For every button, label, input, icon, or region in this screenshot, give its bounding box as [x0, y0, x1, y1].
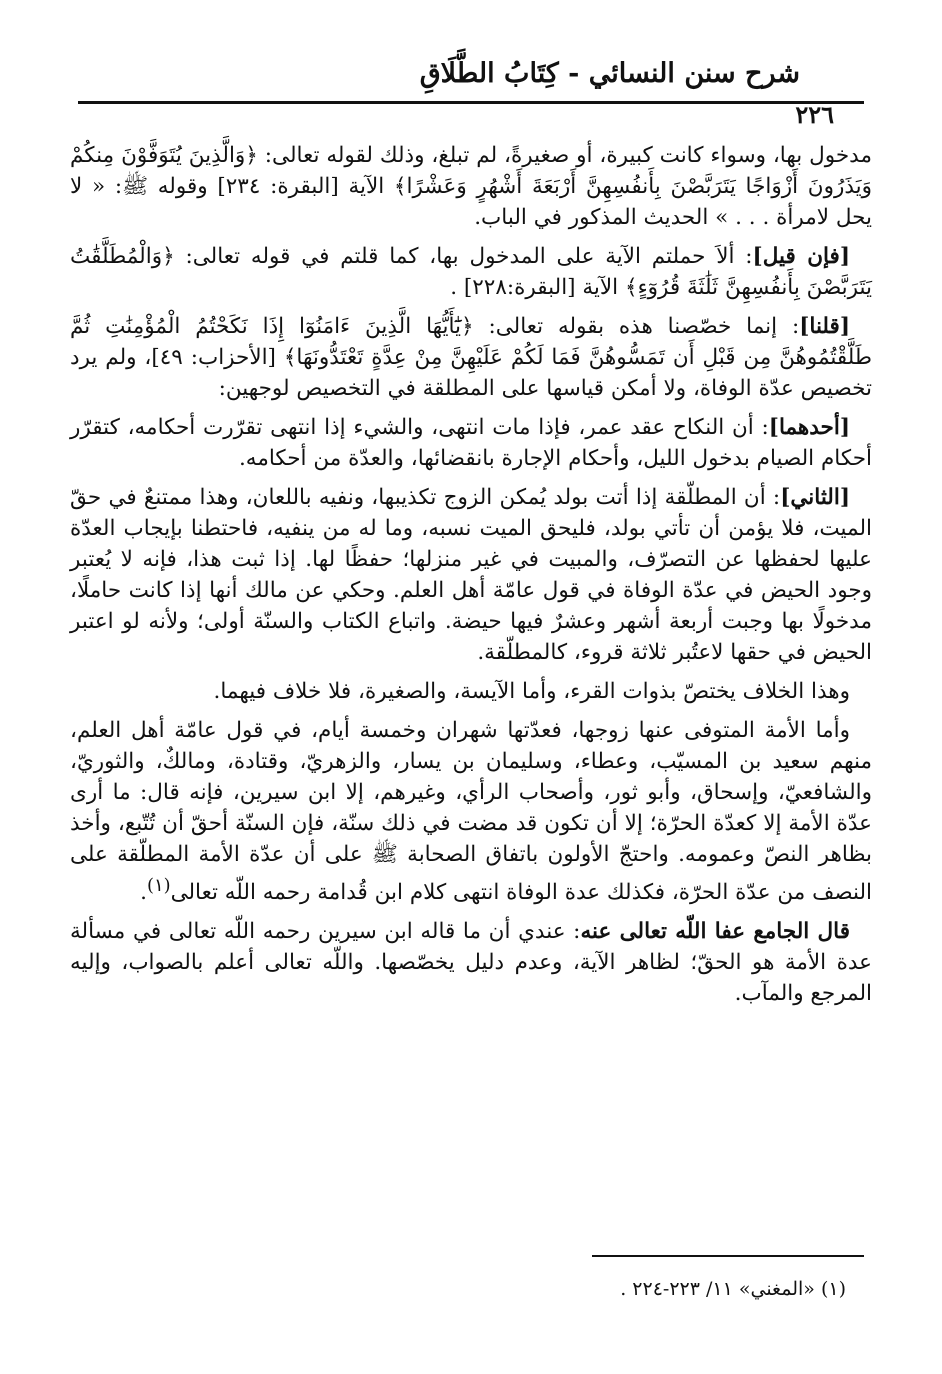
footnote-rule	[592, 1255, 864, 1257]
paragraph-5-label: [الثاني]	[780, 485, 850, 510]
paragraph-4-text: : أن النكاح عقد عمر، فإذا مات انتهى، والشيء إذا انتهى تقرّرت أحكامه، كتقرّر أحكام الصيام بدخول الليل، وأحكام الإجارة بانقضائها، والعدّة من أحكامه.	[70, 415, 872, 471]
footnote: (١) «المغني» ١١/ ٢٢٣-٢٢٤ .	[620, 1278, 846, 1300]
main-text	[70, 140, 872, 1009]
paragraph-4-label: [أحدهما]	[768, 415, 850, 440]
paragraph-6-text: وهذا الخلاف يختصّ بذوات القرء، وأما الآيسة، والصغيرة، فلا خلاف فيهما.	[213, 679, 850, 704]
paragraph-3-label: [قلنا]	[799, 314, 850, 339]
paragraph-5	[70, 482, 872, 668]
paragraph-7-text: وأما الأمة المتوفى عنها زوجها، فعدّتها شهران وخمسة أيام، في قول عامّة أهل العلم، منهم سعيد بن المسيّب، وعطاء، وسليمان بن يسار، والزهريّ، وقتادة، ومالكٌ، والثوريّ، والشافعيّ، وإسحاق، وأبو ثور، وأصحاب الرأي، وغيرهم، إلا ابن سيرين، فإنه قال: ما أرى عدّة الأمة إلا كعدّة الحرّة؛ إلا أن تكون قد مضت في ذلك سنّة، فإن السنّة أحقّ أن تُتّبع، وأخذ بظاهر النصّ وعمومه. واحتجّ الأولون باتفاق الصحابة ﷺ على أن عدّة الأمة المطلّقة على النصف من عدّة الحرّة، فكذلك عدة الوفاة انتهى كلام ابن قُدامة رحمه اللّه تعالى	[70, 718, 872, 906]
paragraph-8	[70, 916, 872, 1009]
running-header-title: شرح سنن النسائي - كِتَابُ الطَّلَاقِ	[419, 58, 800, 89]
paragraph-8-label: قال الجامع عفا اللّه تعالى عنه	[580, 919, 851, 945]
footnote-marker: (١)	[146, 875, 171, 896]
paragraph-2-text: : ألاَ حملتم الآية على المدخول بها، كما قلتم في قوله تعالى: ﴿وَالْمُطَلَّقَٰتُ يَتَرَبَّصْنَ بِأَنفُسِهِنَّ ثَلَٰثَةَ قُرُوٓءٍ﴾ الآية [البقرة:٢٢٨] .	[70, 244, 872, 300]
paragraph-2	[70, 241, 872, 303]
paragraph-7: وأما الأمة المتوفى عنها زوجها، فعدّتها شهران وخمسة أيام، في قول عامّة أهل العلم، منهم سعيد بن المسيّب، وعطاء، وسليمان بن يسار، والزهريّ، وقتادة، ومالكٌ، والثوريّ، والشافعيّ، وإسحاق، وأبو ثور، وأصحاب الرأي، وغيرهم، إلا ابن سيرين، فإنه قال: ما أرى عدّة الأمة إلا كعدّة الحرّة؛ إلا أن تكون قد مضت في ذلك سنّة، فإن السنّة أحقّ أن تُتّبع، وأخذ بظاهر النصّ وعمومه. واحتجّ الأولون باتفاق الصحابة ﷺ على أن عدّة الأمة المطلّقة على النصف من عدّة الحرّة، فكذلك عدة الوفاة انتهى كلام ابن قُدامة رحمه اللّه تعالى$^{(١)}$.	[70, 718, 872, 906]
paragraph-3	[70, 311, 872, 404]
paragraph-5-text: : أن المطلّقة إذا أتت بولد يُمكن الزوج تكذيبها، ونفيه باللعان، وهذا ممتنعٌ في حقّ الميت، فلا يؤمن أن تأتي بولد، فليحق الميت نسبه، وما له من ينفيه، فاحتطنا بإيجاب العدّة عليها لحفظها عن التصرّف، والمبيت في غير منزلها؛ حفظًا لها. إذا ثبت هذا، فإنه لا يُعتبر وجود الحيض في عدّة الوفاة في قول عامّة أهل العلم. وحكي عن مالك أنها إذا كانت حاملًا، مدخولًا بها وجبت أربعة أشهر وعشرٌ فيها حيضة. واتباع الكتاب والسنّة أولى؛ ولأنه لو اعتبر الحيض في حقها لاعتُبر ثلاثة قروء، كالمطلّقة.	[70, 485, 872, 665]
header-rule	[78, 101, 864, 104]
paragraph-2-label: [فإن قيل]	[752, 244, 850, 269]
paragraph-6	[70, 676, 872, 707]
paragraph-4	[70, 412, 872, 474]
paragraph-8-text: : عندي أن ما قاله ابن سيرين رحمه اللّه تعالى في مسألة عدة الأمة هو الحقّ؛ لظاهر الآية، وعدم دليل يخصّصها. واللّه تعالى أعلم بالصواب، وإليه المرجع والمآب.	[70, 919, 872, 1007]
paragraph-3-text: : إنما خصّصنا هذه بقوله تعالى: ﴿يَٰٓأَيُّهَا الَّذِينَ ءَامَنُوٓا إِذَا نَكَحْتُمُ الْمُؤْمِنَٰتِ ثُمَّ طَلَّقْتُمُوهُنَّ مِن قَبْلِ أَن تَمَسُّوهُنَّ فَمَا لَكُمْ عَلَيْهِنَّ مِنْ عِدَّةٍ تَعْتَدُّونَهَا﴾ [الأحزاب: ٤٩]، ولم يرد تخصيص عدّة الوفاة، ولا أمكن قياسها على المطلقة في التخصيص لوجهين:	[70, 314, 872, 401]
paragraph-1	[70, 140, 872, 233]
page-number: ٢٢٦	[795, 100, 834, 129]
paragraph-1-text: مدخول بها، وسواء كانت كبيرة، أو صغيرةً، لم تبلغ، وذلك لقوله تعالى: ﴿وَالَّذِينَ يُتَوَفَّوْنَ مِنكُمْ وَيَذَرُونَ أَزْوَاجًا يَتَرَبَّصْنَ بِأَنفُسِهِنَّ أَرْبَعَةَ أَشْهُرٍ وَعَشْرًا﴾ الآية [البقرة: ٢٣٤] وقوله ﷺ: « لا يحل لامرأة . . . » الحديث المذكور في الباب.	[70, 143, 872, 230]
